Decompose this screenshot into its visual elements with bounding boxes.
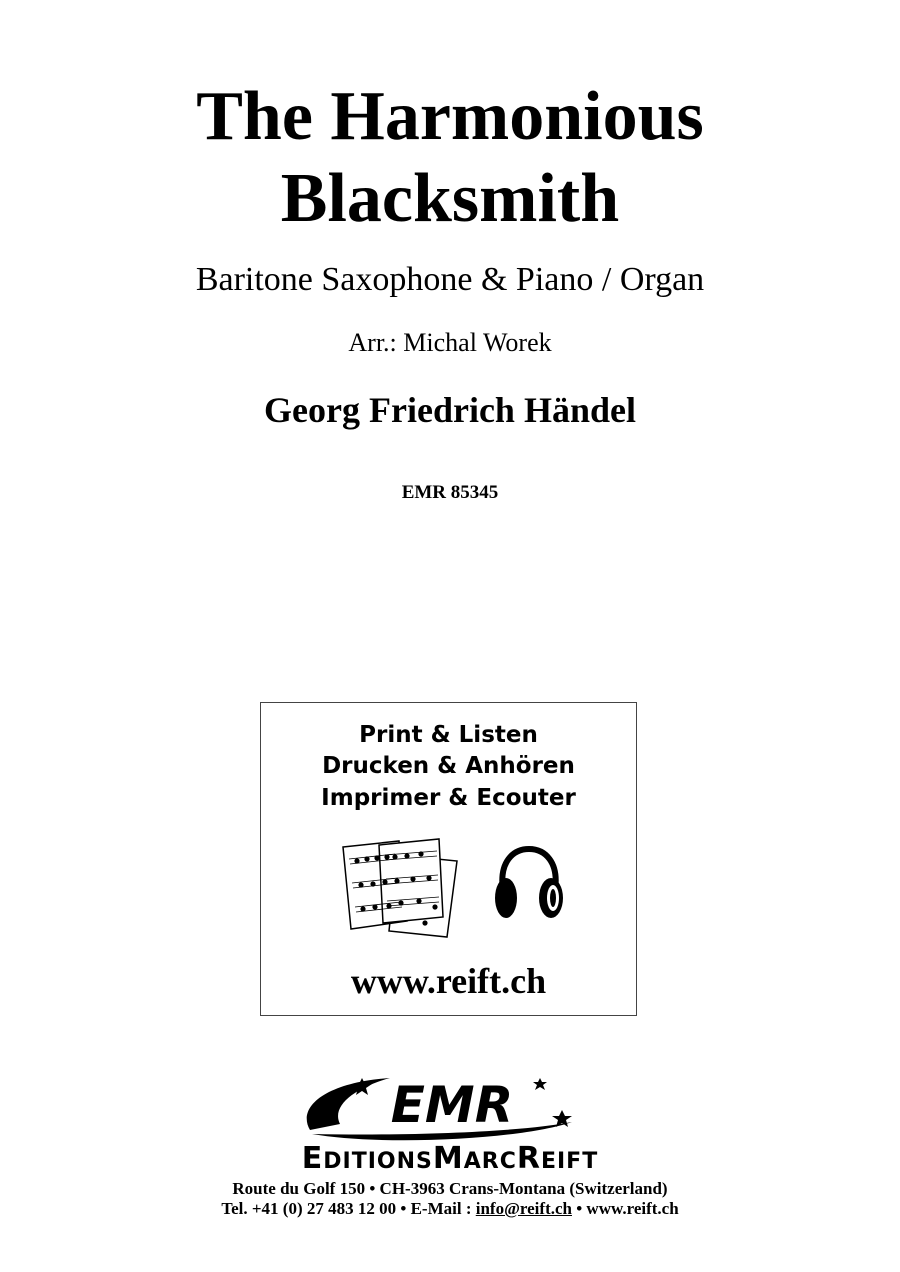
publisher-name: EDITIONSMARCREIFT	[301, 1141, 599, 1176]
publisher-address: Route du Golf 150 • CH-3963 Crans-Montana (Switzerland)	[232, 1179, 668, 1198]
promo-line-print-listen: Print & Listen	[359, 722, 538, 748]
sheet-music-icon	[339, 837, 469, 941]
publisher-email-link[interactable]: info@reift.ch	[475, 1199, 572, 1218]
catalog-number: EMR 85345	[401, 482, 499, 503]
publisher-tel: Tel. +41 (0) 27 483 12 00 • E-Mail :	[221, 1199, 476, 1218]
headphones-icon	[493, 846, 565, 922]
print-listen-box	[260, 702, 637, 1016]
composer: Georg Friedrich Händel	[264, 390, 636, 430]
svg-text:EMR: EMR	[390, 1076, 514, 1134]
publisher-web[interactable]: • www.reift.ch	[571, 1199, 679, 1218]
promo-line-imprimer: Imprimer & Ecouter	[321, 785, 576, 811]
promo-line-drucken: Drucken & Anhören	[322, 753, 575, 779]
emr-logo	[300, 1070, 585, 1142]
title-line-1: The Harmonious	[196, 78, 704, 155]
publisher-contact	[0, 1198, 900, 1220]
arranger: Arr.: Michal Worek	[348, 328, 552, 357]
title-line-2: Blacksmith	[280, 160, 620, 237]
promo-website[interactable]: www.reift.ch	[350, 961, 547, 1001]
instrumentation: Baritone Saxophone & Piano / Organ	[195, 261, 705, 298]
